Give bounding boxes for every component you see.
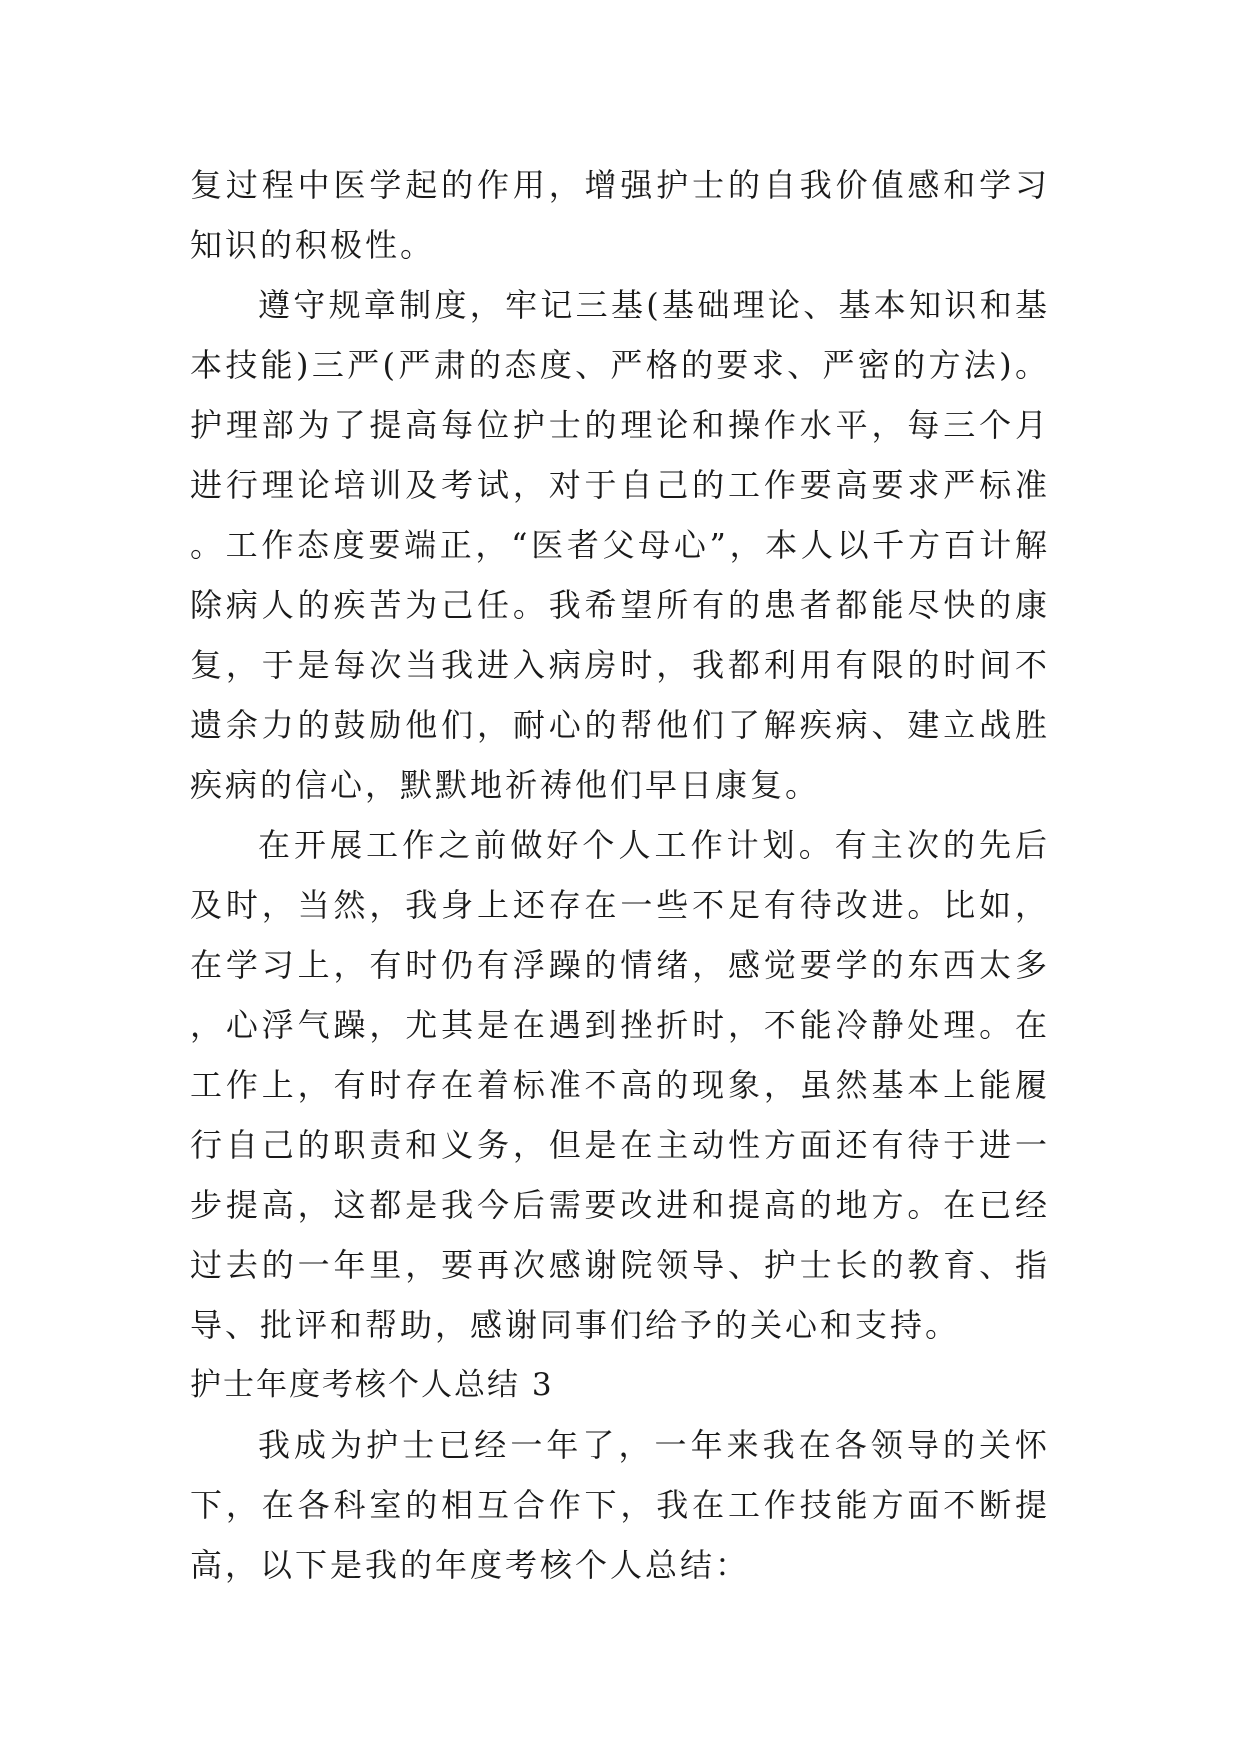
paragraph-section-intro: 我成为护士已经一年了，一年来我在各领导的关怀下，在各科室的相互合作下，我在工作技能方面不断提高，以下是我的年度考核个人总结： [190, 1426, 1050, 1584]
paragraph-shortcomings: 在开展工作之前做好个人工作计划。有主次的先后及时，当然，我身上还存在一些不足有待改进。比如，在学习上，有时仍有浮躁的情绪，感觉要学的东西太多，心浮气躁，尤其是在遇到挫折时，不能冷静处理。在工作上，有时存在着标准不高的现象，虽然基本上能履行自己的职责和义务，但是在主动性方面还有待于进一步提高，这都是我今后需要改进和提高的地方。在已经过去的一年里，要再次感谢院领导、护士长的教育、指导、批评和帮助，感谢同事们给予的关心和支持。 [190, 826, 1050, 1344]
paragraph-rules: 遵守规章制度，牢记三基(基础理论、基本知识和基本技能)三严(严肃的态度、严格的要求、严密的方法)。护理部为了提高每位护士的理论和操作水平，每三个月进行理论培训及考试，对于自己的工作要高要求严标准。工作态度要端正，“医者父母心”，本人以千方百计解除病人的疾苦为己任。我希望所有的患者都能尽快的康复，于是每次当我进入病房时，我都利用有限的时间不遗余力的鼓励他们，耐心的帮他们了解疾病、建立战胜疾病的信心，默默地祈祷他们早日康复。 [190, 286, 1050, 804]
paragraph-continuation: 复过程中医学起的作用，增强护士的自我价值感和学习知识的积极性。 [190, 166, 1050, 264]
document-body [190, 155, 1050, 1595]
section-title: 护士年度考核个人总结 3 [190, 1367, 554, 1403]
